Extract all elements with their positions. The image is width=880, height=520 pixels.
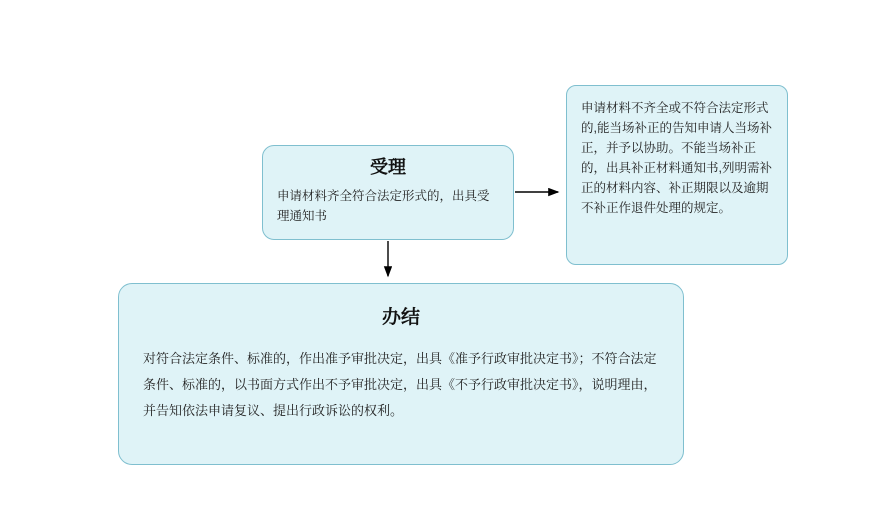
node-banjie-body: 对符合法定条件、标准的，作出准予审批决定，出具《准予行政审批决定书》；不符合法定条件、标准的，以书面方式作出不予审批决定，出具《不予行政审批决定书》，说明理由，并告知依法申请复议、提出行政诉讼的权利。: [143, 351, 657, 418]
node-banjie[interactable]: [118, 283, 684, 465]
node-shouli-title: 受理: [370, 157, 406, 177]
node-buzheng-body: 申请材料不齐全或不符合法定形式的,能当场补正的告知申请人当场补正，并予以协助。不能当场补正的，出具补正材料通知书,列明需补正的材料内容、补正期限以及逾期不补正作退件处理的规定。: [581, 101, 772, 215]
node-buzheng[interactable]: [566, 85, 788, 265]
node-banjie-title: 办结: [381, 307, 420, 328]
node-shouli[interactable]: [262, 145, 514, 240]
node-shouli-body: 申请材料齐全符合法定形式的，出具受理通知书: [277, 189, 490, 223]
